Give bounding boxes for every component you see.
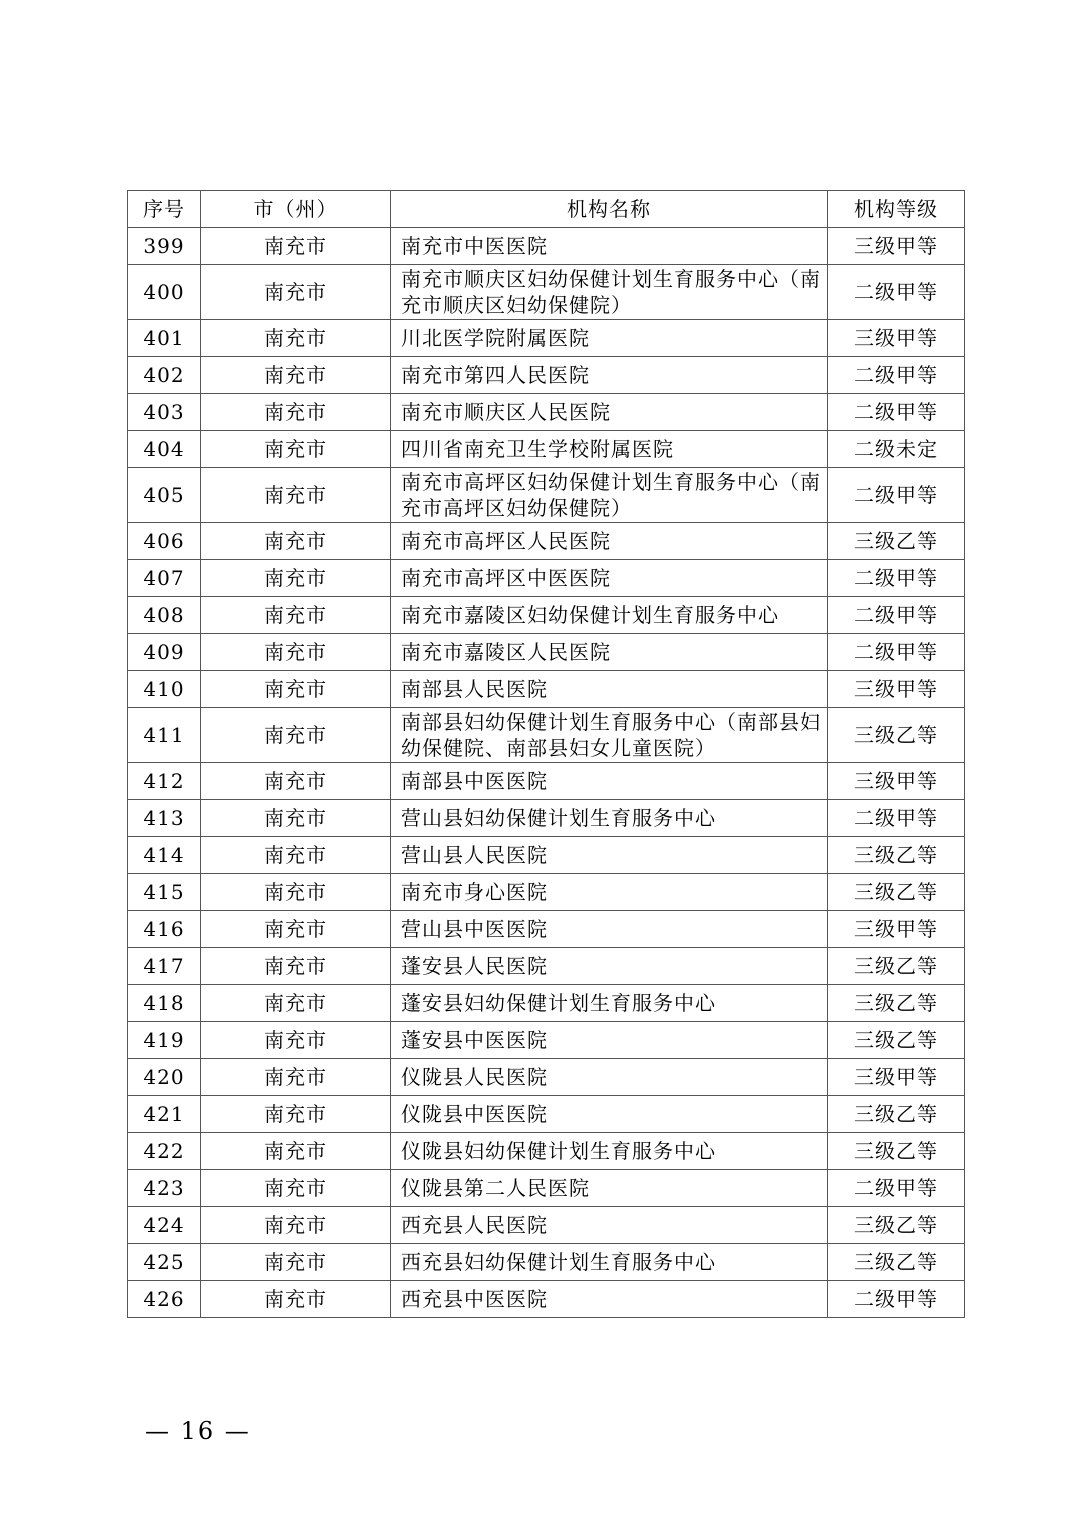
cell-number: 407 (128, 560, 201, 597)
cell-number: 399 (128, 228, 201, 265)
cell-number: 424 (128, 1207, 201, 1244)
cell-number: 401 (128, 320, 201, 357)
table-row (128, 1059, 965, 1096)
cell-number: 400 (128, 265, 201, 320)
cell-grade: 二级甲等 (828, 394, 965, 431)
cell-number: 403 (128, 394, 201, 431)
cell-name: 南部县中医医院 (391, 763, 828, 800)
cell-number: 406 (128, 523, 201, 560)
cell-grade: 二级甲等 (828, 1281, 965, 1318)
cell-grade: 二级甲等 (828, 597, 965, 634)
cell-name: 四川省南充卫生学校附属医院 (391, 431, 828, 468)
cell-name: 南部县人民医院 (391, 671, 828, 708)
cell-number: 417 (128, 948, 201, 985)
cell-number: 414 (128, 837, 201, 874)
cell-grade: 二级甲等 (828, 1170, 965, 1207)
cell-city: 南充市 (201, 1022, 391, 1059)
table-row (128, 228, 965, 265)
cell-name: 蓬安县妇幼保健计划生育服务中心 (391, 985, 828, 1022)
cell-city: 南充市 (201, 1244, 391, 1281)
cell-name: 南充市高坪区人民医院 (391, 523, 828, 560)
cell-grade: 三级乙等 (828, 837, 965, 874)
cell-name: 南充市第四人民医院 (391, 357, 828, 394)
table-row (128, 985, 965, 1022)
cell-city: 南充市 (201, 357, 391, 394)
cell-city: 南充市 (201, 1207, 391, 1244)
cell-city: 南充市 (201, 911, 391, 948)
cell-grade: 二级甲等 (828, 265, 965, 320)
table-row (128, 874, 965, 911)
cell-grade: 三级甲等 (828, 320, 965, 357)
cell-number: 402 (128, 357, 201, 394)
cell-grade: 三级乙等 (828, 985, 965, 1022)
cell-name: 南充市高坪区中医医院 (391, 560, 828, 597)
cell-city: 南充市 (201, 948, 391, 985)
table-row (128, 1244, 965, 1281)
cell-city: 南充市 (201, 1170, 391, 1207)
cell-name: 南充市身心医院 (391, 874, 828, 911)
cell-grade: 二级甲等 (828, 634, 965, 671)
header-number: 序号 (128, 191, 201, 228)
table-row (128, 357, 965, 394)
cell-name: 仪陇县人民医院 (391, 1059, 828, 1096)
table-header-row (128, 191, 965, 228)
header-name: 机构名称 (391, 191, 828, 228)
cell-number: 420 (128, 1059, 201, 1096)
cell-number: 404 (128, 431, 201, 468)
cell-number: 411 (128, 708, 201, 763)
cell-city: 南充市 (201, 523, 391, 560)
cell-grade: 三级甲等 (828, 671, 965, 708)
cell-number: 418 (128, 985, 201, 1022)
cell-name: 南充市顺庆区人民医院 (391, 394, 828, 431)
cell-grade: 三级乙等 (828, 708, 965, 763)
cell-city: 南充市 (201, 874, 391, 911)
header-grade: 机构等级 (828, 191, 965, 228)
cell-number: 408 (128, 597, 201, 634)
cell-grade: 三级甲等 (828, 228, 965, 265)
cell-name: 仪陇县第二人民医院 (391, 1170, 828, 1207)
table-row (128, 911, 965, 948)
hospital-table (127, 190, 965, 1318)
cell-number: 425 (128, 1244, 201, 1281)
table-row (128, 837, 965, 874)
cell-name: 南部县妇幼保健计划生育服务中心（南部县妇幼保健院、南部县妇女儿童医院） (391, 708, 828, 763)
table-row (128, 1096, 965, 1133)
cell-city: 南充市 (201, 320, 391, 357)
cell-city: 南充市 (201, 1133, 391, 1170)
table-row (128, 671, 965, 708)
cell-number: 413 (128, 800, 201, 837)
cell-city: 南充市 (201, 597, 391, 634)
cell-name: 南充市中医医院 (391, 228, 828, 265)
cell-name: 蓬安县人民医院 (391, 948, 828, 985)
cell-number: 426 (128, 1281, 201, 1318)
cell-grade: 三级乙等 (828, 1133, 965, 1170)
cell-name: 川北医学院附属医院 (391, 320, 828, 357)
cell-grade: 二级甲等 (828, 800, 965, 837)
page-number: — 16 — (145, 1417, 251, 1445)
cell-city: 南充市 (201, 468, 391, 523)
cell-name: 南充市嘉陵区妇幼保健计划生育服务中心 (391, 597, 828, 634)
cell-name: 西充县妇幼保健计划生育服务中心 (391, 1244, 828, 1281)
table-row (128, 634, 965, 671)
cell-name: 营山县妇幼保健计划生育服务中心 (391, 800, 828, 837)
cell-grade: 三级甲等 (828, 1059, 965, 1096)
cell-city: 南充市 (201, 985, 391, 1022)
cell-number: 422 (128, 1133, 201, 1170)
table-row (128, 265, 965, 320)
cell-name: 营山县人民医院 (391, 837, 828, 874)
cell-number: 412 (128, 763, 201, 800)
table-body (128, 228, 965, 1318)
cell-grade: 三级乙等 (828, 1207, 965, 1244)
table-row (128, 468, 965, 523)
table-row (128, 1170, 965, 1207)
cell-name: 西充县人民医院 (391, 1207, 828, 1244)
cell-name: 西充县中医医院 (391, 1281, 828, 1318)
cell-grade: 三级乙等 (828, 1096, 965, 1133)
cell-name: 南充市高坪区妇幼保健计划生育服务中心（南充市高坪区妇幼保健院） (391, 468, 828, 523)
table-row (128, 1022, 965, 1059)
cell-number: 421 (128, 1096, 201, 1133)
header-city: 市（州） (201, 191, 391, 228)
cell-name: 南充市顺庆区妇幼保健计划生育服务中心（南充市顺庆区妇幼保健院） (391, 265, 828, 320)
cell-name: 营山县中医医院 (391, 911, 828, 948)
table-row (128, 1133, 965, 1170)
cell-grade: 三级乙等 (828, 1022, 965, 1059)
cell-city: 南充市 (201, 708, 391, 763)
cell-city: 南充市 (201, 634, 391, 671)
cell-city: 南充市 (201, 1059, 391, 1096)
cell-number: 409 (128, 634, 201, 671)
cell-grade: 三级乙等 (828, 874, 965, 911)
cell-city: 南充市 (201, 1281, 391, 1318)
table-row (128, 1281, 965, 1318)
cell-city: 南充市 (201, 394, 391, 431)
cell-grade: 三级乙等 (828, 523, 965, 560)
cell-city: 南充市 (201, 763, 391, 800)
cell-grade: 二级甲等 (828, 468, 965, 523)
cell-grade: 三级甲等 (828, 911, 965, 948)
cell-number: 405 (128, 468, 201, 523)
cell-number: 415 (128, 874, 201, 911)
cell-grade: 三级乙等 (828, 1244, 965, 1281)
table-row (128, 320, 965, 357)
cell-city: 南充市 (201, 560, 391, 597)
table-row (128, 800, 965, 837)
cell-grade: 二级甲等 (828, 357, 965, 394)
table-row (128, 948, 965, 985)
cell-name: 仪陇县中医医院 (391, 1096, 828, 1133)
table-row (128, 763, 965, 800)
cell-city: 南充市 (201, 800, 391, 837)
cell-number: 416 (128, 911, 201, 948)
cell-number: 423 (128, 1170, 201, 1207)
cell-city: 南充市 (201, 837, 391, 874)
table-row (128, 1207, 965, 1244)
table-row (128, 560, 965, 597)
table-row (128, 597, 965, 634)
cell-grade: 二级未定 (828, 431, 965, 468)
cell-grade: 三级甲等 (828, 763, 965, 800)
cell-number: 419 (128, 1022, 201, 1059)
cell-name: 仪陇县妇幼保健计划生育服务中心 (391, 1133, 828, 1170)
table-row (128, 523, 965, 560)
cell-city: 南充市 (201, 671, 391, 708)
cell-number: 410 (128, 671, 201, 708)
cell-grade: 二级甲等 (828, 560, 965, 597)
cell-city: 南充市 (201, 228, 391, 265)
cell-city: 南充市 (201, 431, 391, 468)
table-row (128, 431, 965, 468)
cell-name: 南充市嘉陵区人民医院 (391, 634, 828, 671)
table-row (128, 394, 965, 431)
cell-city: 南充市 (201, 265, 391, 320)
cell-grade: 三级乙等 (828, 948, 965, 985)
cell-name: 蓬安县中医医院 (391, 1022, 828, 1059)
cell-city: 南充市 (201, 1096, 391, 1133)
table-row (128, 708, 965, 763)
